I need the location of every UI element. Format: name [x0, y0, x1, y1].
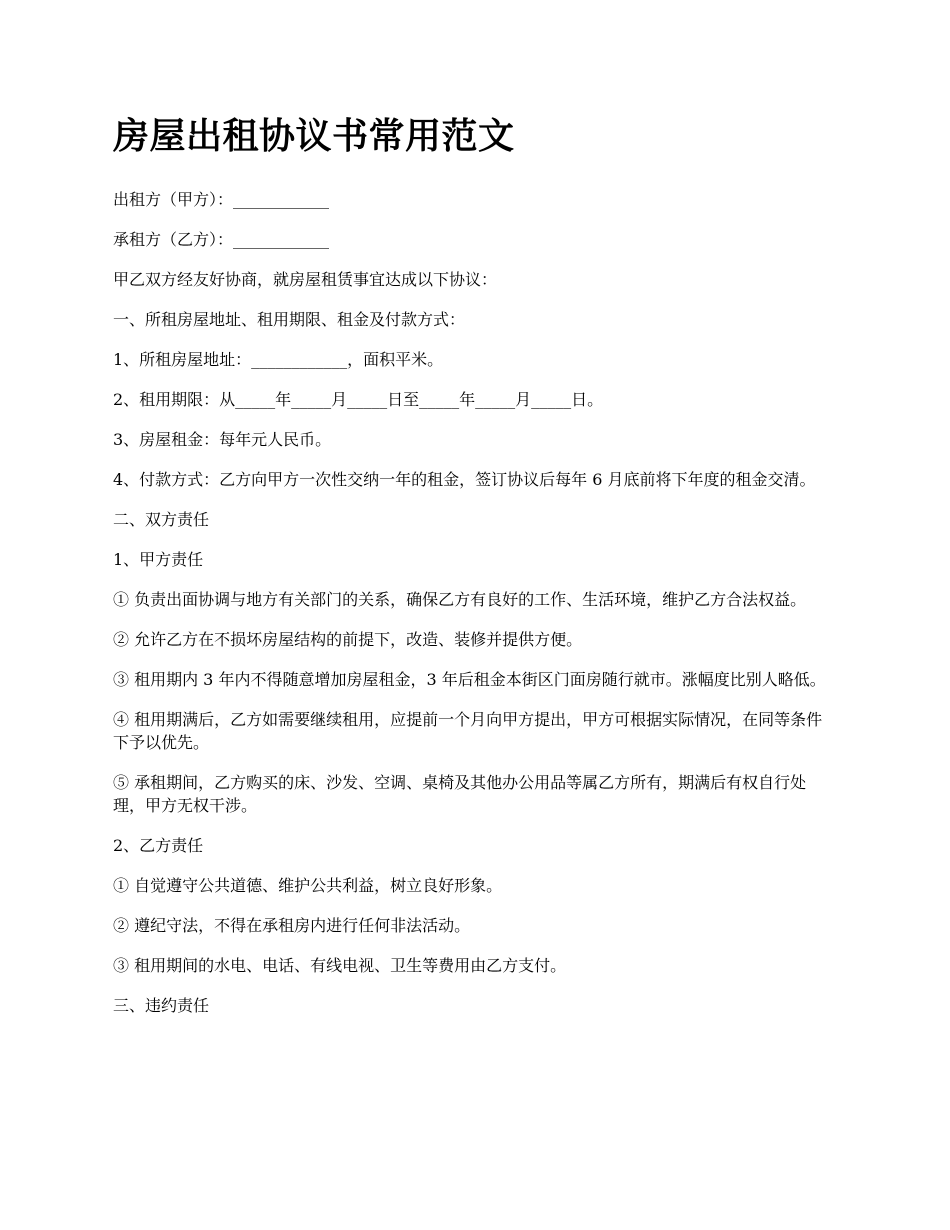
lessee-line: 承租方（乙方）：____________ — [113, 230, 330, 249]
section-heading-1: 一、所租房屋地址、租用期限、租金及付款方式： — [113, 310, 466, 329]
clause-payment: 4、付款方式：乙方向甲方一次性交纳一年的租金，签订协议后每年 6 月底前将下年度的租金交清。 — [113, 470, 816, 489]
section-heading-2: 二、双方责任 — [113, 510, 210, 529]
clause-term: 2、租用期限：从_____年_____月_____日至_____年_____月_____日。 — [113, 390, 604, 409]
section-heading-3: 三、违约责任 — [113, 996, 210, 1015]
document-title: 房屋出租协议书常用范文 — [113, 115, 515, 157]
party-b-item-2: ② 遵纪守法，不得在承租房内进行任何非法活动。 — [113, 916, 471, 935]
document-page — [113, 112, 835, 1034]
party-a-item-1: ① 负责出面协调与地方有关部门的关系，确保乙方有良好的工作、生活环境，维护乙方合法权益。 — [113, 590, 807, 609]
party-b-item-3: ③ 租用期间的水电、电话、有线电视、卫生等费用由乙方支付。 — [113, 956, 567, 975]
clause-rent: 3、房屋租金：每年元人民币。 — [113, 430, 332, 449]
party-a-item-4: ④ 租用期满后，乙方如需要继续租用，应提前一个月向甲方提出，甲方可根据实际情况，在同等条件下予以优先。 — [113, 710, 823, 752]
party-a-item-5: ⑤ 承租期间，乙方购买的床、沙发、空调、桌椅及其他办公用品等属乙方所有，期满后有权自行处理，甲方无权干涉。 — [113, 773, 807, 815]
party-a-item-2: ② 允许乙方在不损坏房屋结构的前提下，改造、装修并提供方便。 — [113, 630, 583, 649]
party-b-item-1: ① 自觉遵守公共道德、维护公共利益，树立良好形象。 — [113, 876, 503, 895]
party-a-item-3: ③ 租用期内 3 年内不得随意增加房屋租金，3 年后租金本街区门面房随行就市。涨幅度比别人略低。 — [113, 670, 826, 689]
clause-address: 1、所租房屋地址：____________，面积平米。 — [113, 350, 444, 369]
subheading-party-a: 1、甲方责任 — [113, 550, 204, 569]
subheading-party-b: 2、乙方责任 — [113, 836, 204, 855]
intro-paragraph: 甲乙双方经友好协商，就房屋租赁事宜达成以下协议： — [113, 270, 498, 289]
lessor-line: 出租方（甲方）：____________ — [113, 190, 330, 209]
